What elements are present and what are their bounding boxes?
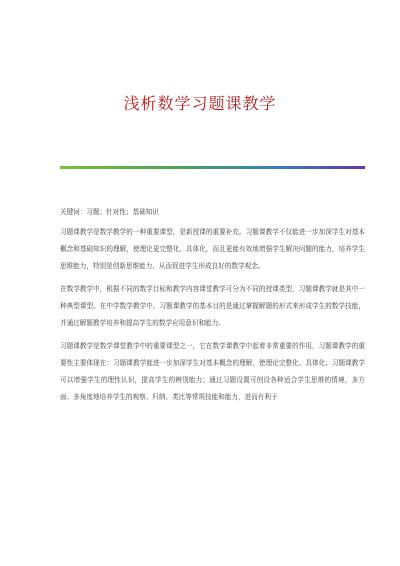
title-divider	[60, 166, 365, 169]
keywords-label: 关键词：	[60, 208, 87, 216]
keywords-line	[60, 204, 365, 221]
paragraph-3: 习题课教学是数学课堂教学中的重要课型之一，它在数学课教学中起着非常重要的作用，习题课教学的重要性主要体现在：习题课教学能进一步加深学生对基本概念的理解，使理论完整化、具体化；习题课教学可以增强学生的理性认识，提高学生的辨别能力；通过习题设置可创设各种适合学生思维的情境，多方面、多角度地培养学生的观察、归纳、类比等常规技能和能力，进而有利于	[60, 342, 365, 401]
page-title: 浅析数学习题课教学	[123, 94, 277, 113]
paragraph-2: 在数学教学中，根据不同的数学目标和教学内容课堂教学可分为不同的授课类型，习题课教学就是其中一种典型课型。在中学数学教学中，习题课教学的基本目的是通过掌握解题的形式来形成学生的数学技能，并通过解题教学培养和提高学生的数学应用意识和能力。	[60, 285, 365, 327]
document-body	[60, 204, 365, 412]
keywords-value: 习题；针对性；基础知识	[86, 208, 159, 216]
paragraph-1: 习题课教学是数学教学的一种重要课型，是新授课的重要补充。习题课教学不仅能进一步加深学生对基本概念和基础知识的理解，使理论更完整化、具体化，而且更能有效地增强学生解决问题的能力，培养学生思维能力，特别是创新思维能力，从而促进学生形成良好的数学观念。	[60, 228, 365, 270]
